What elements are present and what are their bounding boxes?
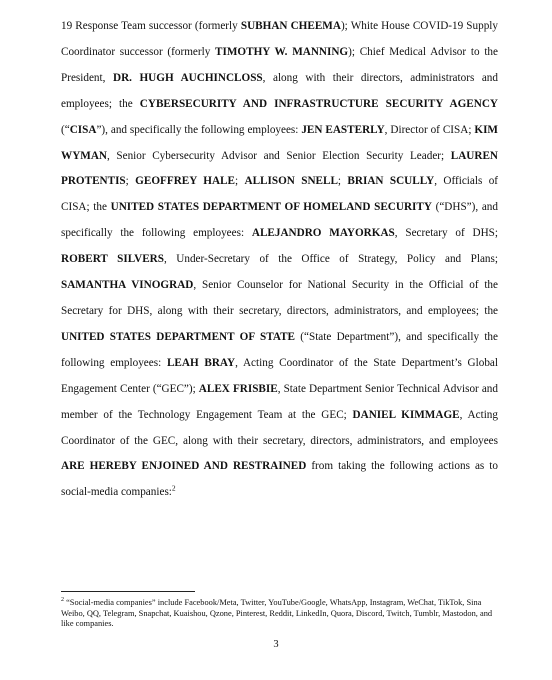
footnote-marker: 2 — [61, 597, 64, 604]
bold-entity-name: GEOFFREY HALE — [135, 175, 235, 188]
text-run: ”), and specifically the following employees: — [96, 123, 302, 136]
bold-entity-name: SAMANTHA VINOGRAD — [61, 279, 194, 292]
bold-entity-name: JEN EASTERLY — [301, 123, 385, 136]
bold-entity-name: SUBHAN CHEEMA — [240, 20, 341, 32]
text-run: , Senior Counselor for National Security in the Official of the Secretary for DHS, along with their secretary, directors, administrators, and employees; the — [61, 279, 498, 317]
text-run: 19 Response Team successor (formerly — [61, 20, 241, 32]
bold-entity-name: CISA — [69, 123, 97, 136]
text-run: , Acting Coordinator of the State Department’s Global Engagement Center (“GEC”); — [61, 356, 498, 395]
text-run: , Officials of CISA; the — [61, 175, 499, 214]
bold-entity-name: ALLISON SNELL — [244, 175, 338, 188]
bold-entity-name: LEAH BRAY — [166, 356, 236, 369]
bold-entity-name: ALEX FRISBIE — [198, 382, 278, 395]
text-run: (“DHS”), and specifically the following employees: — [61, 201, 498, 240]
text-run: , Senior Cybersecurity Advisor and Senior Election Security Leader; — [107, 149, 451, 162]
footnote-reference: 2 — [171, 483, 176, 493]
footnote-text: “Social-media companies” include Facebook/Meta, Twitter, YouTube/Google, WhatsApp, Instagram, WeChat, TikTok, Sina Weibo, QQ, Telegram, Snapchat, Kuaishou, Qzone, Pinterest, Reddit, LinkedIn, Quora, Discord, Twitch, Tumblr, Mastodon, and like companies. — [61, 598, 493, 629]
text-run: ; — [337, 175, 348, 188]
bold-entity-name: UNITED STATES DEPARTMENT OF HOMELAND SECURITY — [110, 201, 432, 214]
bold-entity-name: DANIEL KIMMAGE — [352, 408, 460, 421]
text-run: ; — [234, 175, 245, 188]
bold-entity-name: ARE HEREBY ENJOINED AND RESTRAINED — [61, 460, 307, 473]
bold-entity-name: BRIAN SCULLY — [347, 175, 435, 188]
footnote-divider — [61, 591, 195, 592]
bold-entity-name: ROBERT SILVERS — [61, 253, 164, 266]
order-paragraph — [61, 14, 498, 506]
bold-entity-name: CYBERSECURITY AND INFRASTRUCTURE SECURITY AGENCY — [139, 97, 498, 110]
text-run: (“ — [61, 123, 70, 136]
text-run: ); Chief Medical Advisor to the President, — [61, 45, 498, 84]
bold-entity-name: LAUREN PROTENTIS — [61, 149, 498, 188]
text-run: , Secretary of DHS; — [394, 227, 498, 240]
page-number: 3 — [273, 639, 279, 650]
bold-entity-name: KIM WYMAN — [61, 123, 498, 162]
text-run: , Under-Secretary of the Office of Strategy, Policy and Plans; — [164, 253, 498, 266]
footnote — [61, 598, 498, 630]
text-run: (“State Department”), and specifically the following employees: — [61, 330, 498, 369]
text-run: , State Department Senior Technical Advisor and member of the Technology Engagement Team at the GEC; — [61, 382, 498, 421]
text-run: ); White House COVID-19 Supply Coordinator successor (formerly — [61, 20, 498, 58]
bold-entity-name: ALEJANDRO MAYORKAS — [251, 227, 395, 240]
text-run: , Acting Coordinator of the GEC, along with their secretary, directors, administrators, and employees — [61, 408, 498, 447]
order-paragraph-text — [61, 20, 498, 498]
text-run: from taking the following actions as to social-media companies: — [61, 460, 499, 499]
bold-entity-name: UNITED STATES DEPARTMENT OF STATE — [61, 330, 296, 343]
text-run: ; — [125, 175, 136, 188]
bold-entity-name: DR. HUGH AUCHINCLOSS — [112, 71, 263, 84]
text-run: , Director of CISA; — [384, 123, 475, 136]
text-run: , along with their directors, administrators and employees; the — [61, 71, 498, 110]
bold-entity-name: TIMOTHY W. MANNING — [215, 45, 349, 58]
